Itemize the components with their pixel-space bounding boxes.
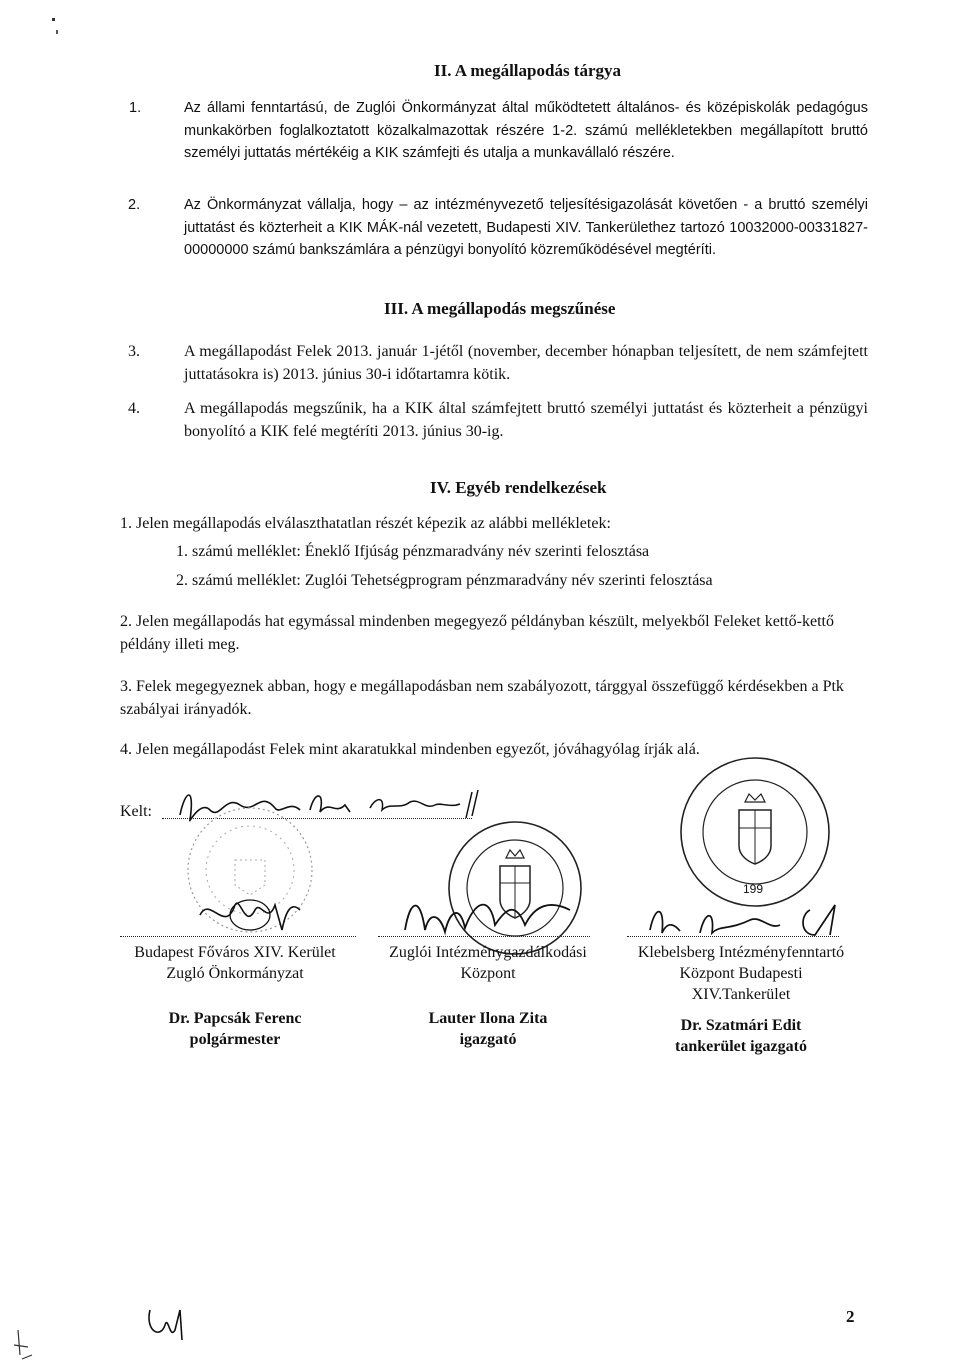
paragraph: 2. Jelen megállapodás hat egymással mindenben megegyező példányban készült, melyekből Feleket kettő-kettő példány illeti meg. [120,613,834,653]
item-number: 1. [129,100,142,116]
signatory-right [618,942,864,1057]
signatory-name: Dr. Papcsák Ferenc [168,1010,302,1027]
stamp-number: 199 [743,882,764,896]
signatory-name: Lauter Ilona Zita [428,1010,548,1027]
org-line: Zuglói Intézménygazdálkodási [389,944,587,961]
signatory-title: polgármester [189,1031,281,1048]
org-line: Budapest Főváros XIV. Kerület [134,944,336,961]
org-line: Központ Budapesti [679,965,803,982]
signature-line-left [120,936,356,937]
signature-right [640,895,860,945]
signature-line-middle [378,936,590,937]
signatory-title: igazgató [459,1031,517,1048]
paragraph: 1. Jelen megállapodás elválaszthatatlan részét képezik az alábbi mellékletek: [120,515,611,532]
item-text: Az állami fenntartású, de Zuglói Önkormányzat által működtetett általános- és középiskolák pedagógus munkakörben foglalkoztatott közalkalmazottak részére 1-2. számú mellékletekben megállapított bruttó személyi juttatás mértékéig a KIK számfejti és utalja a munkavállaló részére. [184,100,868,161]
paragraph: 4. Jelen megállapodást Felek mint akaratukkal mindenben egyezőt, jóváhagyólag írják alá. [120,741,700,758]
page-number: 2 [846,1307,855,1326]
signatory-middle [368,942,608,1050]
kelt-label: Kelt: [120,803,152,820]
item-number: 2. [128,197,141,213]
item-text: A megállapodás megszűnik, ha a KIK által számfejtett bruttó személyi juttatást és közterheit a pénzügyi bonyolító a KIK felé megtéríti 2013. június 30-ig. [184,400,868,440]
item-number: 3. [128,343,140,360]
scan-mark [56,30,58,34]
annex-item: 2. számú melléklet: Zuglói Tehetségprogram pénzmaradvány név szerinti felosztása [176,572,713,589]
org-line: XIV.Tankerület [691,986,791,1003]
signatory-name: Dr. Szatmári Edit [680,1017,802,1034]
section-heading-3: III. A megállapodás megszűnése [384,299,616,318]
scan-mark [52,18,55,21]
org-line: Központ [460,965,516,982]
margin-mark [10,1325,40,1365]
item-text: Az Önkormányzat vállalja, hogy – az intézményvezető teljesítésigazolását követően - a bruttó személyi juttatást és közterheit a KIK MÁK-nál vezetett, Budapesti XIV. Tankerülethez tartozó 10032000-00331827-00000000 számú bankszámlára a pénzügyi bonyolító közreműködésével megtéríti. [184,197,868,258]
org-line: Zugló Önkormányzat [166,965,304,982]
signatory-title: tankerület igazgató [675,1038,807,1055]
annex-item: 1. számú melléklet: Éneklő Ifjúság pénzmaradvány név szerinti felosztása [176,543,650,560]
item-number: 4. [128,400,140,417]
org-line: Klebelsberg Intézményfenntartó [637,944,845,961]
paragraph: 3. Felek megegyeznek abban, hogy e megállapodásban nem szabályozott, tárggyal összefüggő kérdésekben a Ptk szabályai irányadók. [120,678,844,718]
signature-line-right [627,936,839,937]
section-heading-2: II. A megállapodás tárgya [434,61,622,80]
item-text: A megállapodást Felek 2013. január 1-jétől (november, december hónapban teljesített, de nem számfejtett juttatásokra is) 2013. június 30-i időtartamra kötik. [184,343,868,383]
initials-mark [140,1300,200,1350]
section-heading-4: IV. Egyéb rendelkezések [430,478,607,497]
signatory-left [110,942,360,1050]
